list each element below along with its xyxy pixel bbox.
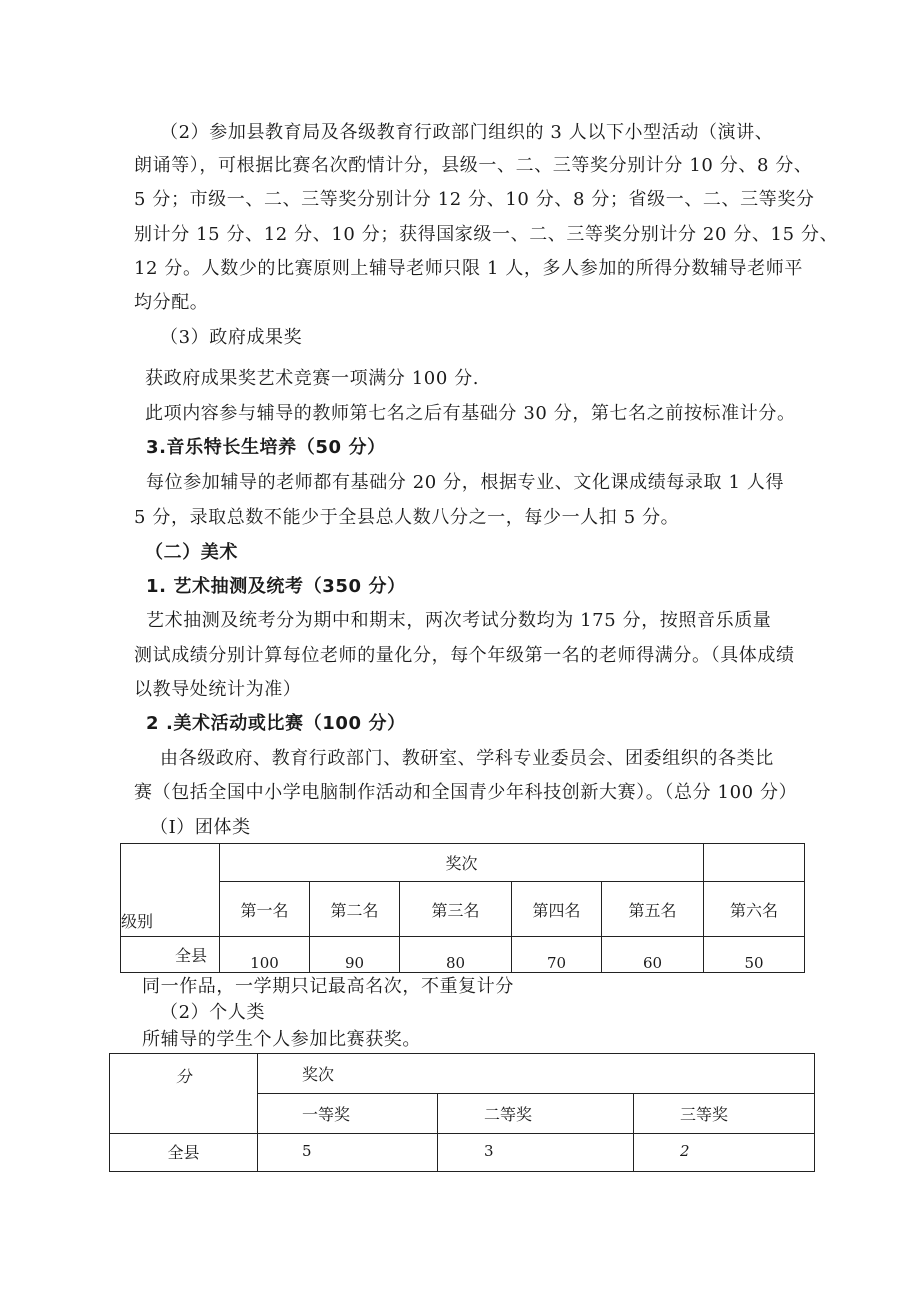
rank-header: 第一名 [220,882,310,937]
award-header: 奖次 [220,844,704,882]
section-heading: （I）团体类 [150,817,251,838]
note: 同一作品，一学期只记最高名次，不重复计分 [142,976,514,997]
para-line: 5 分；市级一、二、三等奖分别计分 12 分、10 分、8 分；省级一、二、三等奖分 [134,189,815,210]
level-header: 级别 [121,844,220,937]
corner-header: 分 [110,1054,258,1134]
score-cell: 50 [704,937,805,973]
section-heading: 2 .美术活动或比赛（100 分） [146,713,406,734]
row-label: 全县 [121,937,220,973]
score-cell: 100 [220,937,310,973]
score-cell: 70 [512,937,602,973]
prize-header: 一等奖 [258,1094,438,1134]
prize-header: 二等奖 [438,1094,634,1134]
rank-header: 第六名 [704,882,805,937]
section-heading: 1. 艺术抽测及统考（350 分） [146,576,406,597]
rank-header: 第三名 [400,882,512,937]
score-cell: 2 [634,1134,815,1172]
rank-header: 第五名 [602,882,704,937]
para-line: 所辅导的学生个人参加比赛获奖。 [142,1029,421,1050]
para-line: 获政府成果奖艺术竞赛一项满分 100 分. [145,368,480,389]
score-cell: 80 [400,937,512,973]
para-line: 以教导处统计为准） [134,679,302,700]
score-cell: 5 [258,1134,438,1172]
para-line: 朗诵等），可根据比赛名次酌情计分，县级一、二、三等奖分别计分 10 分、8 分、 [134,155,813,176]
para-line: 别计分 15 分、12 分、10 分；获得国家级一、二、三等奖分别计分 20 分、15 分、 [134,224,839,245]
header-blank [704,844,805,882]
individual-score-table [109,1053,815,1172]
row-label: 全县 [110,1134,258,1172]
para-line: 由各级政府、教育行政部门、教研室、学科专业委员会、团委组织的各类比 [160,748,774,769]
award-header: 奖次 [258,1054,815,1094]
score-cell: 3 [438,1134,634,1172]
para-line: 每位参加辅导的老师都有基础分 20 分，根据专业、文化课成绩每录取 1 人得 [146,472,785,493]
para-line: 均分配。 [134,292,209,313]
para-line: 5 分，录取总数不能少于全县总人数八分之一，每少一人扣 5 分。 [134,507,680,528]
para-line: （2）参加县教育局及各级教育行政部门组织的 3 人以下小型活动（演讲、 [160,122,774,143]
prize-header: 三等奖 [634,1094,815,1134]
section-heading: （2）个人类 [160,1002,266,1023]
para-line: 12 分。人数少的比赛原则上辅导老师只限 1 人，多人参加的所得分数辅导老师平 [134,258,803,279]
rank-header: 第四名 [512,882,602,937]
score-cell: 60 [602,937,704,973]
rank-header: 第二名 [310,882,400,937]
section-heading: （3）政府成果奖 [160,327,303,348]
para-line: 赛（包括全国中小学电脑制作活动和全国青少年科技创新大赛）。（总分 100 分） [134,782,798,803]
para-line: 此项内容参与辅导的教师第七名之后有基础分 30 分，第七名之前按标准计分。 [145,403,796,424]
para-line: 测试成绩分别计算每位老师的量化分，每个年级第一名的老师得满分。（具体成绩 [134,645,795,666]
para-line: 艺术抽测及统考分为期中和期末，两次考试分数均为 175 分，按照音乐质量 [146,610,772,631]
section-heading: （二）美术 [145,542,238,563]
section-heading: 3.音乐特长生培养（50 分） [146,437,386,458]
group-score-table [120,843,805,973]
score-cell: 90 [310,937,400,973]
